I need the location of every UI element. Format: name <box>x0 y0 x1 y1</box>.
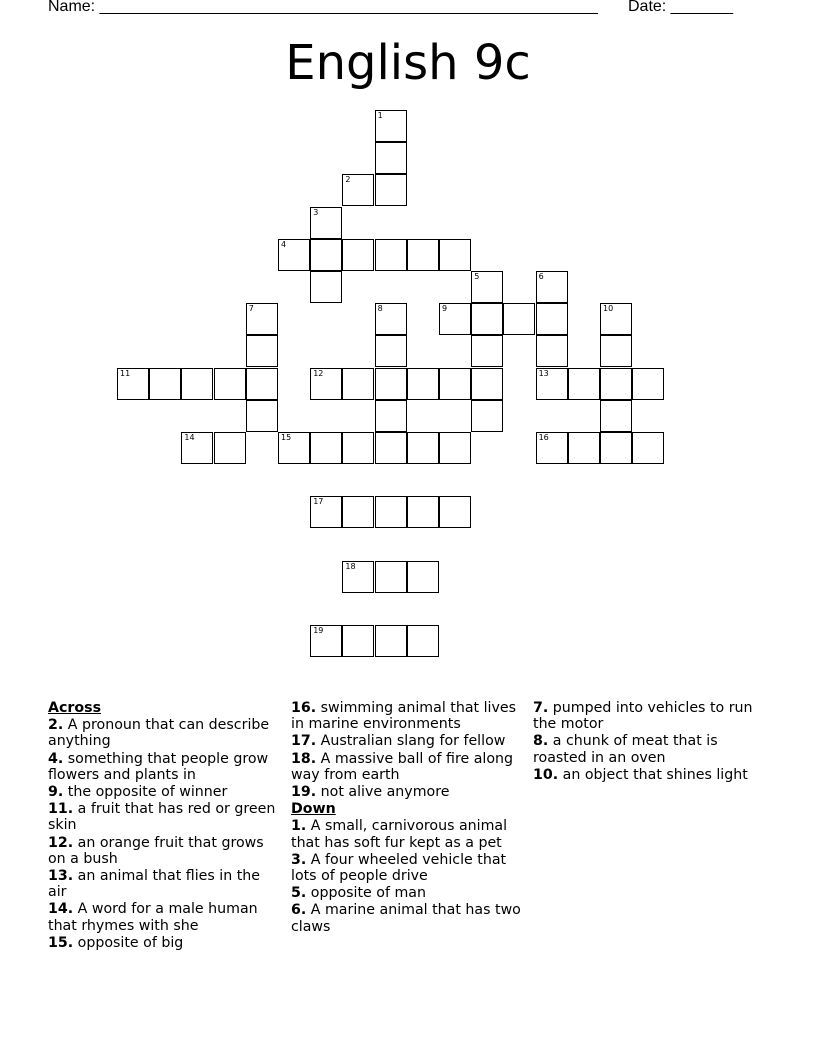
clue-item <box>291 885 523 901</box>
clue-item <box>48 935 276 951</box>
grid-cell[interactable] <box>375 174 407 206</box>
grid-cell[interactable] <box>536 303 568 335</box>
grid-cell[interactable] <box>181 432 213 464</box>
clue-item-number: 19. <box>291 784 317 801</box>
clue-item <box>48 868 276 900</box>
grid-cell[interactable] <box>342 368 374 400</box>
grid-cell[interactable] <box>471 400 503 432</box>
clue-item-text: A small, carnivorous animal that has soft fur kept as a pet <box>291 818 508 851</box>
clue-item-text: A pronoun that can describe anything <box>48 717 270 750</box>
clue-item-text: A massive ball of fire along way from earth <box>291 750 514 783</box>
name-field-label[interactable]: Name: ________________________________________________________ <box>48 0 598 15</box>
grid-cell[interactable] <box>600 303 632 335</box>
clue-item-number: 7. <box>533 700 549 716</box>
down-heading: Down <box>291 801 336 818</box>
clue-item-number: 5. <box>291 885 307 902</box>
clue-item-text: Australian slang for fellow <box>316 733 506 750</box>
clue-item-number: 14. <box>48 901 74 918</box>
grid-cell[interactable] <box>375 432 407 464</box>
clue-item-number: 13. <box>48 868 74 885</box>
across-heading: Across <box>48 700 102 716</box>
grid-cell[interactable] <box>375 400 407 432</box>
grid-cell[interactable] <box>600 432 632 464</box>
grid-cell[interactable] <box>439 239 471 271</box>
grid-cell[interactable] <box>536 271 568 303</box>
down-clue-list-1 <box>291 818 523 934</box>
clue-item <box>533 733 765 765</box>
clue-item-text: not alive anymore <box>316 784 450 801</box>
grid-cell[interactable] <box>342 432 374 464</box>
grid-cell[interactable] <box>536 335 568 367</box>
across-clue-list-2 <box>291 700 523 800</box>
grid-cell[interactable] <box>149 368 181 400</box>
clue-item-number: 2. <box>48 717 64 734</box>
grid-cell[interactable] <box>375 496 407 528</box>
clue-item <box>48 835 276 867</box>
clue-item-number: 15. <box>48 934 74 951</box>
clue-item-text: opposite of big <box>73 934 184 951</box>
grid-cell[interactable] <box>310 271 342 303</box>
grid-cell[interactable] <box>407 368 439 400</box>
grid-cell[interactable] <box>246 303 278 335</box>
clue-item-text: something that people grow flowers and plants in <box>48 750 269 783</box>
clue-number: 2 <box>345 175 351 185</box>
grid-cell[interactable] <box>310 625 342 657</box>
grid-cell[interactable] <box>310 496 342 528</box>
grid-cell[interactable] <box>375 239 407 271</box>
clue-item-text: a fruit that has red or green skin <box>48 801 276 834</box>
grid-cell[interactable] <box>310 368 342 400</box>
clue-number: 12 <box>313 368 324 378</box>
clue-item-number: 8. <box>533 733 549 750</box>
clue-column-3 <box>533 700 765 784</box>
clue-column-1 <box>48 700 276 952</box>
page-title: English 9c <box>285 35 531 91</box>
clue-item-text: the opposite of winner <box>63 784 228 801</box>
grid-cell[interactable] <box>342 239 374 271</box>
clue-number: 1 <box>377 111 383 120</box>
clue-item <box>533 700 765 732</box>
grid-cell[interactable] <box>568 368 600 400</box>
grid-cell[interactable] <box>407 239 439 271</box>
clue-number: 15 <box>281 433 292 442</box>
clue-item-number: 17. <box>291 733 317 750</box>
clue-item-number: 16. <box>291 700 317 716</box>
clue-item-text: an orange fruit that grows on a bush <box>48 834 264 867</box>
grid-cell[interactable] <box>375 335 407 367</box>
grid-cell[interactable] <box>278 239 310 271</box>
grid-cell[interactable] <box>214 432 246 464</box>
grid-cell[interactable] <box>278 432 310 464</box>
clue-number: 18 <box>345 561 356 571</box>
grid-cell[interactable] <box>471 335 503 367</box>
clue-item-number: 10. <box>533 766 559 783</box>
grid-cell[interactable] <box>310 207 342 239</box>
clue-number: 4 <box>281 239 287 249</box>
grid-cell[interactable] <box>600 335 632 367</box>
clue-item <box>291 784 523 800</box>
clue-item <box>533 767 765 783</box>
clue-number: 16 <box>538 433 549 442</box>
clue-item <box>48 801 276 833</box>
grid-cell[interactable] <box>439 303 471 335</box>
clue-number: 17 <box>313 497 324 507</box>
clue-item-number: 6. <box>291 902 307 919</box>
grid-cell[interactable] <box>375 303 407 335</box>
clue-item <box>291 818 523 850</box>
clue-item <box>291 902 523 934</box>
grid-cell[interactable] <box>342 625 374 657</box>
grid-cell[interactable] <box>117 368 149 400</box>
grid-cell[interactable] <box>471 303 503 335</box>
grid-cell[interactable] <box>375 625 407 657</box>
clue-number: 6 <box>538 272 544 281</box>
grid-cell[interactable] <box>214 368 246 400</box>
clue-column-2 <box>291 700 523 936</box>
clue-item-number: 9. <box>48 784 64 801</box>
clue-item-number: 1. <box>291 818 307 835</box>
clue-item-text: A marine animal that has two claws <box>291 902 521 935</box>
clue-item-text: A word for a male human that rhymes with she <box>48 901 258 934</box>
grid-cell[interactable] <box>375 142 407 174</box>
clue-number: 7 <box>248 304 254 314</box>
clue-number: 3 <box>313 207 319 217</box>
grid-cell[interactable] <box>536 368 568 400</box>
clue-number: 9 <box>442 304 448 314</box>
grid-cell[interactable] <box>439 496 471 528</box>
grid-cell[interactable] <box>310 239 342 271</box>
clue-item <box>291 751 523 783</box>
clue-number: 11 <box>120 368 131 378</box>
grid-cell[interactable] <box>503 303 535 335</box>
clue-item-number: 18. <box>291 750 317 767</box>
grid-cell[interactable] <box>632 368 664 400</box>
grid-cell[interactable] <box>439 432 471 464</box>
grid-cell[interactable] <box>375 110 407 142</box>
clue-item <box>48 751 276 783</box>
grid-cell[interactable] <box>407 625 439 657</box>
grid-cell[interactable] <box>310 432 342 464</box>
grid-cell[interactable] <box>375 368 407 400</box>
clue-item <box>48 784 276 800</box>
clue-item-text: an object that shines light <box>558 766 748 783</box>
clue-item-text: an animal that flies in the air <box>48 868 260 901</box>
clue-item <box>291 733 523 749</box>
grid-cell[interactable] <box>246 368 278 400</box>
grid-cell[interactable] <box>342 174 374 206</box>
clue-item <box>291 700 523 732</box>
clue-item-text: pumped into vehicles to run the motor <box>533 700 753 733</box>
grid-cell[interactable] <box>439 368 471 400</box>
grid-cell[interactable] <box>471 271 503 303</box>
clue-item-text: swimming animal that lives in marine environments <box>291 700 516 733</box>
clue-number: 5 <box>474 272 480 281</box>
grid-cell[interactable] <box>246 335 278 367</box>
grid-cell[interactable] <box>246 400 278 432</box>
grid-cell[interactable] <box>600 368 632 400</box>
clue-item-number: 11. <box>48 801 74 818</box>
clue-item <box>48 901 276 933</box>
clue-item-text: A four wheeled vehicle that lots of people drive <box>291 851 507 885</box>
clue-number: 8 <box>377 304 383 314</box>
grid-cell[interactable] <box>375 561 407 593</box>
clue-item <box>48 717 276 749</box>
clue-number: 10 <box>603 304 614 314</box>
clue-item-number: 4. <box>48 750 64 767</box>
grid-cell[interactable] <box>568 432 600 464</box>
grid-cell[interactable] <box>536 432 568 464</box>
grid-cell[interactable] <box>407 496 439 528</box>
grid-cell[interactable] <box>342 496 374 528</box>
down-clue-list-2 <box>533 700 765 783</box>
grid-cell[interactable] <box>600 400 632 432</box>
grid-cell[interactable] <box>471 368 503 400</box>
grid-cell[interactable] <box>632 432 664 464</box>
clue-number: 19 <box>313 626 324 636</box>
grid-cell[interactable] <box>407 432 439 464</box>
clue-number: 13 <box>538 368 549 378</box>
clue-item-number: 3. <box>291 851 307 868</box>
date-field-label[interactable]: Date: _______ <box>628 0 733 15</box>
clue-item <box>291 852 523 884</box>
clue-item-text: opposite of man <box>306 885 426 902</box>
clue-item-number: 12. <box>48 834 74 851</box>
clue-number: 14 <box>184 433 195 442</box>
grid-cell[interactable] <box>342 561 374 593</box>
grid-cell[interactable] <box>407 561 439 593</box>
across-clue-list-1 <box>48 717 276 951</box>
clue-item-text: a chunk of meat that is roasted in an oven <box>533 733 718 766</box>
grid-cell[interactable] <box>181 368 213 400</box>
